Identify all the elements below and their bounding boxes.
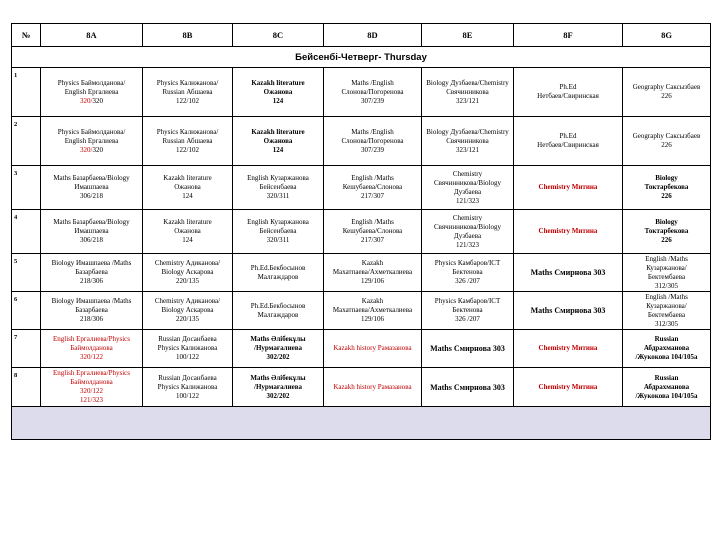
lesson-cell: Chemistry Митина: [514, 330, 623, 368]
header-number: №: [12, 24, 41, 47]
lesson-cell: Ph.Ed Нетбаев/Свиринская: [514, 68, 623, 117]
room-number-highlight: 320/: [80, 96, 93, 105]
footer-band: [12, 407, 711, 440]
table-row: [12, 166, 711, 210]
lesson-cell: Maths Смирнова 303: [422, 368, 514, 407]
lesson-cell: Maths /English Слонова/Погоренова 307/239: [324, 117, 422, 166]
lesson-cell: [41, 68, 143, 117]
lesson-cell: English Кузаржанова Бейсенбаева 320/311: [233, 210, 324, 254]
room-number-highlight: 320/: [80, 145, 93, 154]
cell-text: Physics Баймолданова/ English Ергалиева: [57, 78, 126, 96]
header-8c: 8C: [233, 24, 324, 47]
lesson-cell: Maths Әлібекұлы /Нурмағалиева 302/202: [233, 330, 324, 368]
table-row: [12, 254, 711, 292]
table-row: [12, 292, 711, 330]
lesson-cell: English /Maths Кузаржанова/ Бектембаева 312/305: [623, 292, 711, 330]
table-row: [12, 68, 711, 117]
lesson-cell: Russian Абдрахманова /Жукокова 104/105а: [623, 368, 711, 407]
lesson-cell: Russian Досанбаева Physics Калижанова 100/122: [143, 368, 233, 407]
lesson-cell: Biology Имашпаева /Maths Базарбаева 218/306: [41, 254, 143, 292]
day-title-row: [12, 47, 711, 68]
lesson-cell: English /Maths Кешубаева/Слонова 217/307: [324, 166, 422, 210]
lesson-number: 3: [12, 166, 41, 210]
header-row: [12, 24, 711, 47]
header-8d: 8D: [324, 24, 422, 47]
lesson-cell: English Кузаржанова Бейсенбаева 320/311: [233, 166, 324, 210]
room-number: 320: [92, 145, 103, 154]
table-row: [12, 117, 711, 166]
header-8e: 8E: [422, 24, 514, 47]
lesson-cell: Maths Смирнова 303: [422, 330, 514, 368]
lesson-cell: Kazakh Махатпаева/Ахметкалиева 129/106: [324, 254, 422, 292]
lesson-cell: Ph.Ed Нетбаев/Свиринская: [514, 117, 623, 166]
header-8b: 8B: [143, 24, 233, 47]
footer-row: [12, 407, 711, 440]
lesson-cell: Kazakh literature Ожанова 124: [233, 68, 324, 117]
lesson-cell: Kazakh literature Ожанова 124: [143, 210, 233, 254]
lesson-cell: Maths Смирнова 303: [514, 254, 623, 292]
lesson-cell: Maths /English Слонова/Погоренова 307/239: [324, 68, 422, 117]
lesson-number: 1: [12, 68, 41, 117]
lesson-number: 4: [12, 210, 41, 254]
lesson-cell: Physics Калижанова/ Russian Абшаева 122/102: [143, 68, 233, 117]
lesson-number: 5: [12, 254, 41, 292]
lesson-number: 7: [12, 330, 41, 368]
lesson-cell: Maths Смирнова 303: [514, 292, 623, 330]
lesson-cell: Maths Базарбаева/Biology Имашпаева 306/218: [41, 166, 143, 210]
lesson-cell: Ph.Ed.Бекбосынов Малгаждаров: [233, 292, 324, 330]
lesson-cell: Biology Имашпаева /Maths Базарбаева 218/306: [41, 292, 143, 330]
lesson-cell: Chemistry Митина: [514, 166, 623, 210]
timetable: [11, 23, 711, 440]
lesson-cell: Physics Камбаров/ICT Бектенова 326 /207: [422, 254, 514, 292]
lesson-cell: Biology Дузбаева/Chemistry Свячинникова 323/121: [422, 117, 514, 166]
header-8g: 8G: [623, 24, 711, 47]
lesson-cell: Physics Камбаров/ICT Бектенова 326 /207: [422, 292, 514, 330]
lesson-cell: Geography Саксызбаев 226: [623, 117, 711, 166]
header-8f: 8F: [514, 24, 623, 47]
lesson-cell: Kazakh history Рамазанова: [324, 368, 422, 407]
lesson-cell: English /Maths Кузаржанова/ Бектембаева 312/305: [623, 254, 711, 292]
cell-text: Physics Баймолданова/ English Ергалиева: [57, 127, 126, 145]
lesson-cell: Chemistry Адиканова/ Biology Аскарова 220/135: [143, 254, 233, 292]
lesson-cell: Chemistry Митина: [514, 210, 623, 254]
lesson-cell: Russian Досанбаева Physics Калижанова 100/122: [143, 330, 233, 368]
lesson-cell: Biology Токтарбекова 226: [623, 210, 711, 254]
lesson-cell: Biology Токтарбекова 226: [623, 166, 711, 210]
lesson-cell: Chemistry Митина: [514, 368, 623, 407]
table-row: [12, 330, 711, 368]
lesson-cell: Maths Базарбаева/Biology Имашпаева 306/218: [41, 210, 143, 254]
table-row: [12, 368, 711, 407]
lesson-cell: Kazakh literature Ожанова 124: [233, 117, 324, 166]
lesson-cell: Physics Калижанова/ Russian Абшаева 122/102: [143, 117, 233, 166]
lesson-cell: Chemistry Адиканова/ Biology Аскарова 220/135: [143, 292, 233, 330]
lesson-cell: Kazakh Махатпаева/Ахметкалиева 129/106: [324, 292, 422, 330]
day-title: Бейсенбі-Четверг- Thursday: [12, 47, 711, 68]
lesson-number: 8: [12, 368, 41, 407]
lesson-cell: English Ергалиева/Physics Баймолданова 320/122: [41, 330, 143, 368]
lesson-cell: [41, 117, 143, 166]
lesson-cell: Chemistry Свячинникова/Biology Дузбаева 121/323: [422, 210, 514, 254]
table-row: [12, 210, 711, 254]
lesson-cell: Ph.Ed.Бекбосынов Малгаждаров: [233, 254, 324, 292]
lesson-number: 6: [12, 292, 41, 330]
lesson-cell: Kazakh literature Ожанова 124: [143, 166, 233, 210]
lesson-cell: English Ергалиева/Physics Баймолданова 320/122 121/323: [41, 368, 143, 407]
lesson-cell: Chemistry Свячинникова/Biology Дузбаева 121/323: [422, 166, 514, 210]
header-8a: 8A: [41, 24, 143, 47]
lesson-number: 2: [12, 117, 41, 166]
lesson-cell: Russian Абдрахманова /Жукокова 104/105а: [623, 330, 711, 368]
lesson-cell: Kazakh history Рамазанова: [324, 330, 422, 368]
lesson-cell: English /Maths Кешубаева/Слонова 217/307: [324, 210, 422, 254]
lesson-cell: Geography Саксызбаев 226: [623, 68, 711, 117]
lesson-cell: Biology Дузбаева/Chemistry Свячинникова 323/121: [422, 68, 514, 117]
lesson-cell: Maths Әлібекұлы /Нурмағалиева 302/202: [233, 368, 324, 407]
room-number: 320: [92, 96, 103, 105]
